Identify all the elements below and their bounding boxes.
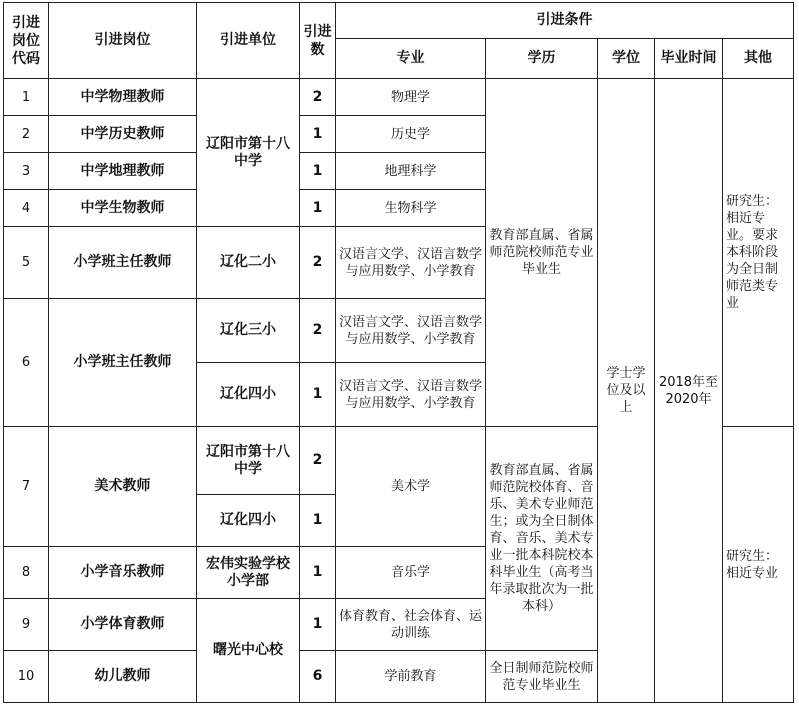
row-major: 音乐学 — [336, 547, 486, 599]
row-major: 汉语言文学、汉语言数学与应用数学、小学教育 — [336, 299, 486, 363]
row-major: 地理科学 — [336, 153, 486, 190]
row-code: 3 — [4, 153, 49, 190]
row-unit: 辽化四小 — [197, 495, 300, 547]
row-position: 中学历史教师 — [49, 116, 197, 153]
header-grad-time: 毕业时间 — [655, 39, 723, 79]
row-code: 7 — [4, 427, 49, 547]
row-count: 1 — [300, 153, 336, 190]
row-grad-time: 2018年至2020年 — [655, 79, 723, 703]
row-major: 学前教育 — [336, 651, 486, 703]
row-unit: 辽化四小 — [197, 363, 300, 427]
row-education: 全日制师范院校师范专业毕业生 — [486, 651, 598, 703]
row-count: 2 — [300, 227, 336, 299]
recruitment-table-wrapper — [3, 2, 794, 703]
row-major: 体育教育、社会体育、运动训练 — [336, 599, 486, 651]
row-position: 中学物理教师 — [49, 79, 197, 116]
row-count: 1 — [300, 547, 336, 599]
row-count: 1 — [300, 495, 336, 547]
header-position: 引进岗位 — [49, 3, 197, 79]
row-major: 生物科学 — [336, 190, 486, 227]
row-count: 1 — [300, 116, 336, 153]
row-code: 9 — [4, 599, 49, 651]
row-unit: 辽阳市第十八中学 — [197, 79, 300, 227]
row-code: 4 — [4, 190, 49, 227]
header-degree: 学位 — [598, 39, 655, 79]
table-row — [4, 79, 794, 116]
row-position: 小学班主任教师 — [49, 227, 197, 299]
row-position: 中学生物教师 — [49, 190, 197, 227]
header-unit: 引进单位 — [197, 3, 300, 79]
row-major: 物理学 — [336, 79, 486, 116]
row-unit: 曙光中心校 — [197, 599, 300, 703]
row-position: 中学地理教师 — [49, 153, 197, 190]
row-unit: 宏伟实验学校小学部 — [197, 547, 300, 599]
row-code: 5 — [4, 227, 49, 299]
row-degree: 学士学位及以上 — [598, 79, 655, 703]
row-unit: 辽阳市第十八中学 — [197, 427, 300, 495]
row-count: 2 — [300, 427, 336, 495]
row-count: 1 — [300, 363, 336, 427]
row-code: 8 — [4, 547, 49, 599]
header-major: 专业 — [336, 39, 486, 79]
row-count: 2 — [300, 299, 336, 363]
header-other: 其他 — [723, 39, 794, 79]
row-education: 教育部直属、省属师范院校体育、音乐、美术专业师范生；或为全日制体育、音乐、美术专业一批本科院校本科毕业生（高考当年录取批次为一批本科） — [486, 427, 598, 651]
row-count: 6 — [300, 651, 336, 703]
header-code: 引进岗位代码 — [4, 3, 49, 79]
row-code: 10 — [4, 651, 49, 703]
row-position: 小学体育教师 — [49, 599, 197, 651]
recruitment-table — [3, 2, 794, 703]
header-conditions: 引进条件 — [336, 3, 794, 39]
row-count: 2 — [300, 79, 336, 116]
row-major: 汉语言文学、汉语言数学与应用数学、小学教育 — [336, 227, 486, 299]
row-code: 1 — [4, 79, 49, 116]
header-education: 学历 — [486, 39, 598, 79]
row-position: 美术教师 — [49, 427, 197, 547]
row-major: 美术学 — [336, 427, 486, 547]
row-count: 1 — [300, 599, 336, 651]
row-position: 小学音乐教师 — [49, 547, 197, 599]
header-count: 引进数 — [300, 3, 336, 79]
row-unit: 辽化三小 — [197, 299, 300, 363]
row-code: 2 — [4, 116, 49, 153]
row-education: 教育部直属、省属师范院校师范专业毕业生 — [486, 79, 598, 427]
row-count: 1 — [300, 190, 336, 227]
row-position: 幼儿教师 — [49, 651, 197, 703]
row-code: 6 — [4, 299, 49, 427]
row-unit: 辽化二小 — [197, 227, 300, 299]
row-major: 汉语言文学、汉语言数学与应用数学、小学教育 — [336, 363, 486, 427]
row-other: 研究生：相近专业。要求本科阶段为全日制师范类专业 — [723, 79, 794, 427]
row-other: 研究生：相近专业 — [723, 427, 794, 703]
row-position: 小学班主任教师 — [49, 299, 197, 427]
row-major: 历史学 — [336, 116, 486, 153]
